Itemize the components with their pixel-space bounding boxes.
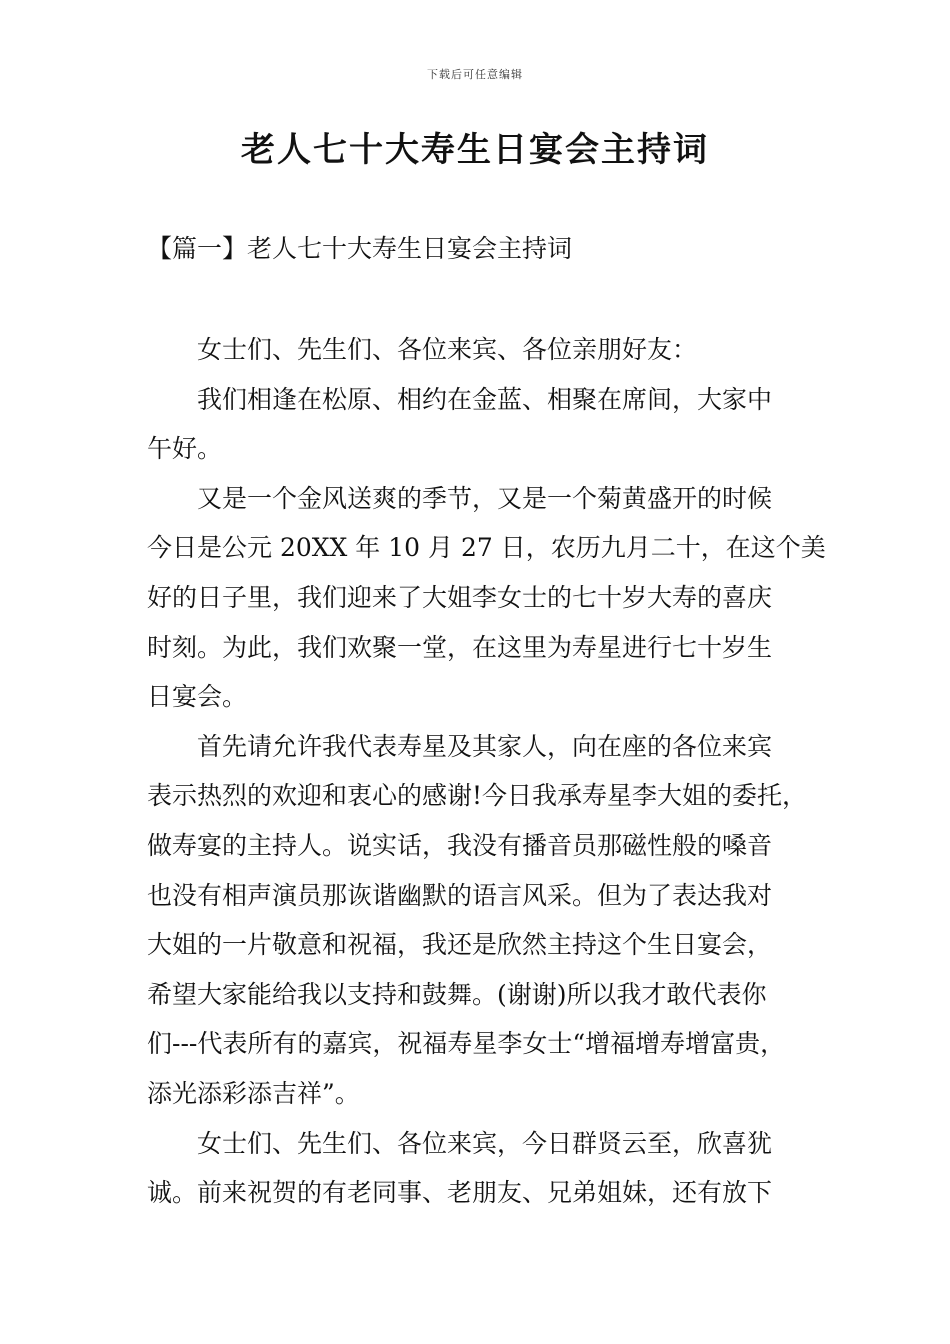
text-line: 好的日子里，我们迎来了大姐李女士的七十岁大寿的喜庆 (147, 582, 773, 612)
text-line: 做寿宴的主持人。说实话，我没有播音员那磁性般的嗓音 (147, 830, 773, 860)
text-line: 又是一个金风送爽的季节，又是一个菊黄盛开的时候 (197, 483, 773, 513)
text-line: 们---代表所有的嘉宾，祝福寿星李女士“增福增寿增富贵， (147, 1029, 786, 1059)
document-title: 老人七十大寿生日宴会主持词 (241, 130, 709, 170)
section-heading: 【篇一】老人七十大寿生日宴会主持词 (147, 234, 573, 263)
text-line: 女士们、先生们、各位来宾、各位亲朋好友： (197, 335, 698, 364)
text-line: 首先请允许我代表寿星及其家人，向在座的各位来宾 (197, 731, 773, 761)
text-line: 添光添彩添吉祥”。 (147, 1078, 360, 1108)
text-line: 诚。前来祝贺的有老同事、老朋友、兄弟姐妹，还有放下 (147, 1178, 773, 1208)
body-text (147, 330, 826, 1223)
text-line: 日宴会。 (147, 682, 248, 712)
text-line: 希望大家能给我以支持和鼓舞。(谢谢)所以我才敢代表你 (147, 979, 767, 1009)
text-line: 我们相逢在松原、相约在金蓝、相聚在席间，大家中 (197, 384, 773, 414)
text-line: 午好。 (147, 434, 223, 464)
text-line: 时刻。为此，我们欢聚一堂，在这里为寿星进行七十岁生 (147, 632, 773, 662)
text-line: 也没有相声演员那诙谐幽默的语言风采。但为了表达我对 (147, 880, 773, 910)
text-line: 今日是公元 20XX 年 10 月 27 日，农历九月二十，在这个美 (147, 533, 826, 563)
header-note: 下载后可任意编辑 (427, 68, 523, 81)
text-line: 表示热烈的欢迎和衷心的感谢!今日我承寿星李大姐的委托， (147, 781, 808, 811)
text-line: 女士们、先生们、各位来宾，今日群贤云至，欣喜犹 (197, 1128, 773, 1158)
text-line: 大姐的一片敬意和祝福，我还是欣然主持这个生日宴会， (147, 930, 773, 960)
